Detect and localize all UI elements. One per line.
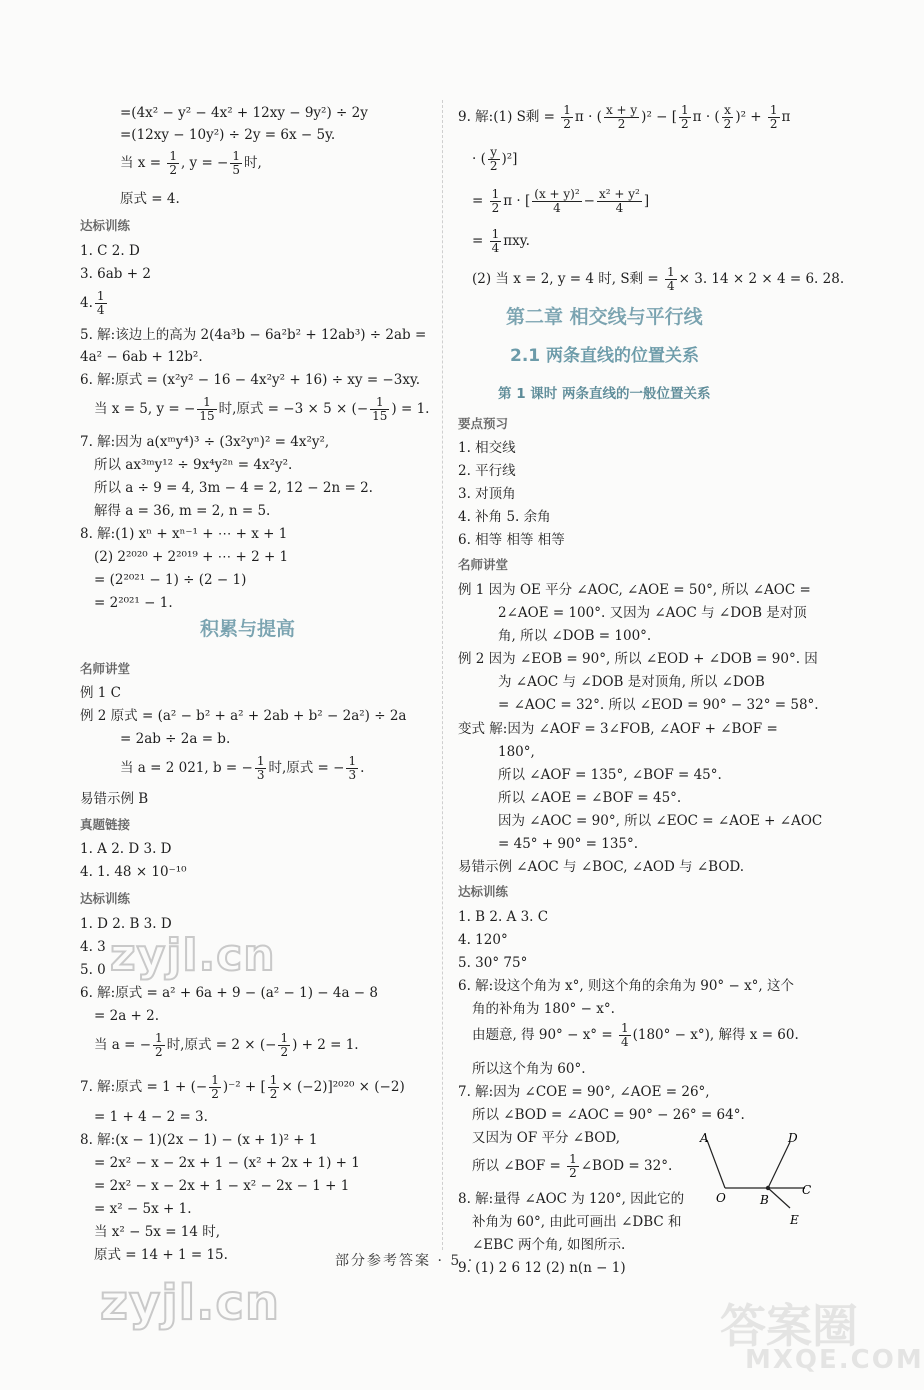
example-line: 易错示例 ∠AOC 与 ∠BOC, ∠AOD 与 ∠BOD.: [458, 859, 745, 875]
answer-line: 4. 1. 48 × 10⁻¹⁰: [80, 864, 187, 880]
section-heading: 积累与提高: [200, 618, 296, 640]
page-footer: 部分参考答案 · 5 ·: [335, 1253, 475, 1269]
answer-line: · ( $\frac{y}{2}$ )²]: [472, 145, 518, 173]
example-line: 所以 ∠AOE = ∠BOF = 45°.: [498, 790, 682, 806]
answer-line: 6. 解:原式 = (x²y² − 16 − 4x²y² + 16) ÷ xy = −3xy.: [80, 372, 421, 388]
column-divider: [442, 100, 443, 1250]
answer-line: = 2x² − x − 2x + 1 − (x² + 2x + 1) + 1: [94, 1155, 360, 1171]
answer-line: 6. 相等 相等 相等: [458, 532, 565, 548]
answer-line: 由题意, 得 90° − x° = $\frac{1}{4}$ (180° − x°), 解得 x = 60.: [472, 1021, 799, 1049]
example-line: = 45° + 90° = 135°.: [498, 836, 639, 852]
example-line: 为 ∠AOC 与 ∠DOB 是对顶角, 所以 ∠DOB: [498, 674, 765, 690]
answer-line: 当 x = 5, y = − $\frac{1}{15}$ 时,原式 = −3 × 5 × (− $\frac{1}{15}$ ) = 1.: [94, 395, 430, 423]
answer-line: 又因为 OF 平分 ∠BOD,: [472, 1130, 620, 1146]
answer-line: 所以这个角为 60°.: [472, 1061, 586, 1077]
section-label: 名师讲堂: [458, 557, 509, 572]
answer-line: = (2²⁰²¹ − 1) ÷ (2 − 1): [94, 572, 247, 588]
answer-line: 7. 解:因为 a(xᵐy⁴)³ ÷ (3x²yⁿ)² = 4x²y²,: [80, 434, 330, 450]
example-line: 例 1 C: [80, 685, 122, 701]
section-title: 2.1 两条直线的位置关系: [510, 346, 700, 366]
example-line: 所以 ∠AOF = 135°, ∠BOF = 45°.: [498, 767, 722, 783]
answer-line: 角的补角为 180° − x°.: [472, 1001, 615, 1017]
answer-line: 9. 解:(1) S剩 = $\frac{1}{2}$ π · ( $\frac{x + y}{2}$ )² − [ $\frac{1}{2}$ π · ( $\frac{x}{2}$ )² + $\frac{1}{2}$ π: [458, 103, 791, 131]
ray-oa: [707, 1140, 725, 1188]
answer-line: 所以 ∠BOF = $\frac{1}{2}$ ∠BOD = 32°.: [472, 1152, 673, 1180]
answer-line: 当 a = − $\frac{1}{2}$ 时,原式 = 2 × (− $\frac{1}{2}$ ) + 2 = 1.: [94, 1031, 359, 1059]
answer-line: 5. 30° 75°: [458, 955, 528, 971]
angle-figure: [700, 1130, 820, 1230]
answer-line: = 1 + 4 − 2 = 3.: [94, 1109, 208, 1125]
answer-line: 补角为 60°, 由此可画出 ∠DBC 和: [472, 1214, 682, 1230]
answer-line: 1. A 2. D 3. D: [80, 841, 172, 857]
text-line: =(4x² − y² − 4x² + 12xy − 9y²) ÷ 2y: [120, 105, 368, 121]
example-line: 例 2 因为 ∠EOB = 90°, 所以 ∠EOD + ∠DOB = 90°. 因: [458, 651, 818, 667]
answer-line: 7. 解:原式 = 1 + (− $\frac{1}{2}$ )⁻² + [ $\frac{1}{2}$ × (−2)]²⁰²⁰ × (−2): [80, 1073, 405, 1101]
answer-line: 当 x² − 5x = 14 时,: [94, 1224, 221, 1240]
text-line: =(12xy − 10y²) ÷ 2y = 6x − 5y.: [120, 127, 336, 143]
example-line: 例 2 原式 = (a² − b² + a² + 2ab + b² − 2a²) ÷ 2a: [80, 708, 407, 724]
watermark-logo: zyjl.cn: [110, 930, 276, 981]
label-o: O: [716, 1191, 726, 1205]
example-line: 角, 所以 ∠DOB = 100°.: [498, 628, 652, 644]
lesson-title: 第 1 课时 两条直线的一般位置关系: [498, 386, 711, 402]
answer-line: 6. 解:设这个角为 x°, 则这个角的余角为 90° − x°, 这个: [458, 978, 795, 994]
section-label: 真题链接: [80, 817, 131, 832]
answer-line: 5. 解:该边上的高为 2(4a³b − 6a²b² + 12ab³) ÷ 2ab =: [80, 327, 427, 343]
section-label: 达标训练: [80, 218, 131, 233]
example-line: 2∠AOE = 100°. 又因为 ∠AOC 与 ∠DOB 是对顶: [498, 605, 807, 621]
answer-line: 8. 解:(x − 1)(2x − 1) − (x + 1)² + 1: [80, 1132, 318, 1148]
answer-line: 1. 相交线: [458, 440, 516, 456]
answer-line: 4. 3: [80, 939, 106, 955]
answer-line: 4. 120°: [458, 932, 508, 948]
answer-line: = x² − 5x + 1.: [94, 1201, 192, 1217]
answer-line: 解得 a = 36, m = 2, n = 5.: [94, 503, 271, 519]
section-label: 达标训练: [80, 891, 131, 906]
ray-be: [768, 1188, 790, 1208]
answer-line: 1. C 2. D: [80, 243, 140, 259]
answer-line: = 2²⁰²¹ − 1.: [94, 595, 173, 611]
answer-line: 4a² − 6ab + 12b².: [80, 349, 203, 365]
label-c: C: [802, 1183, 812, 1197]
example-line: = ∠AOC = 32°. 所以 ∠EOD = 90° − 32° = 58°.: [498, 697, 819, 713]
example-line: 易错示例 B: [80, 791, 149, 807]
answer-line: 3. 6ab + 2: [80, 266, 151, 282]
answer-line: 原式 = 14 + 1 = 15.: [94, 1247, 228, 1263]
answer-line: = $\frac{1}{4}$ πxy.: [472, 227, 530, 255]
answer-line: 1. B 2. A 3. C: [458, 909, 549, 925]
text-line: 当 x = $\frac{1}{2}$ , y = − $\frac{1}{5}$ 时,: [120, 149, 262, 177]
example-line: 因为 ∠AOC = 90°, 所以 ∠EOC = ∠AOE + ∠AOC: [498, 813, 823, 829]
answer-line: 所以 ax³ᵐy¹² ÷ 9x⁴y²ⁿ = 4x²y².: [94, 457, 293, 473]
answer-line: 6. 解:原式 = a² + 6a + 9 − (a² − 1) − 4a − 8: [80, 985, 378, 1001]
example-line: 当 a = 2 021, b = − $\frac{1}{3}$ 时,原式 = − $\frac{1}{3}$ .: [120, 754, 365, 782]
watermark-logo: MXQE.COM: [745, 1345, 924, 1375]
answer-line: ∠EBC 两个角, 如图所示.: [472, 1237, 626, 1253]
label-a: A: [700, 1131, 709, 1145]
section-label: 名师讲堂: [80, 661, 131, 676]
answer-line: 8. 解:量得 ∠AOC 为 120°, 因此它的: [458, 1191, 685, 1207]
text-line: 原式 = 4.: [120, 191, 180, 207]
answer-line: 所以 a ÷ 9 = 4, 3m − 4 = 2, 12 − 2n = 2.: [94, 480, 373, 496]
answer-line: = 2x² − x − 2x + 1 − x² − 2x − 1 + 1: [94, 1178, 350, 1194]
example-line: = 2ab ÷ 2a = b.: [120, 731, 231, 747]
point-b: [766, 1186, 770, 1190]
chapter-title: 第二章 相交线与平行线: [506, 306, 703, 328]
answer-line: 4. 补角 5. 余角: [458, 509, 551, 525]
answer-line: (2) 当 x = 2, y = 4 时, S剩 = $\frac{1}{4}$ × 3. 14 × 2 × 4 = 6. 28.: [472, 265, 845, 293]
answer-line: 3. 对顶角: [458, 486, 516, 502]
answer-line: 9. (1) 2 6 12 (2) n(n − 1): [458, 1260, 626, 1276]
label-b: B: [760, 1193, 769, 1207]
answer-line: 4. $\frac{1}{4}$: [80, 289, 105, 317]
ray-bd: [768, 1142, 790, 1188]
watermark-logo: zyjl.cn: [100, 1275, 280, 1331]
section-label: 达标训练: [458, 884, 509, 899]
answer-line: = 2a + 2.: [94, 1008, 160, 1024]
answer-line: 2. 平行线: [458, 463, 516, 479]
watermark-logo: 答案圈: [720, 1299, 858, 1353]
example-line: 例 1 因为 OE 平分 ∠AOC, ∠AOE = 50°, 所以 ∠AOC =: [458, 582, 811, 598]
label-d: D: [788, 1131, 798, 1145]
answer-line: 5. 0: [80, 962, 106, 978]
example-line: 变式 解:因为 ∠AOF = 3∠FOB, ∠AOF + ∠BOF =: [458, 721, 778, 737]
answer-line: = $\frac{1}{2}$ π · [ $\frac{\text{(x + y)²}}{4}$ − $\frac{\text{x² + y²}}{4}$ ]: [472, 187, 650, 215]
example-line: 180°,: [498, 744, 535, 760]
answer-line: 7. 解:因为 ∠COE = 90°, ∠AOE = 26°,: [458, 1084, 710, 1100]
answer-line: 1. D 2. B 3. D: [80, 916, 172, 932]
label-e: E: [790, 1213, 799, 1227]
answer-line: 8. 解:(1) xⁿ + xⁿ⁻¹ + ⋯ + x + 1: [80, 526, 288, 542]
answer-line: 所以 ∠BOD = ∠AOC = 90° − 26° = 64°.: [472, 1107, 745, 1123]
answer-line: (2) 2²⁰²⁰ + 2²⁰¹⁹ + ⋯ + 2 + 1: [94, 549, 289, 565]
section-label: 要点预习: [458, 416, 509, 431]
